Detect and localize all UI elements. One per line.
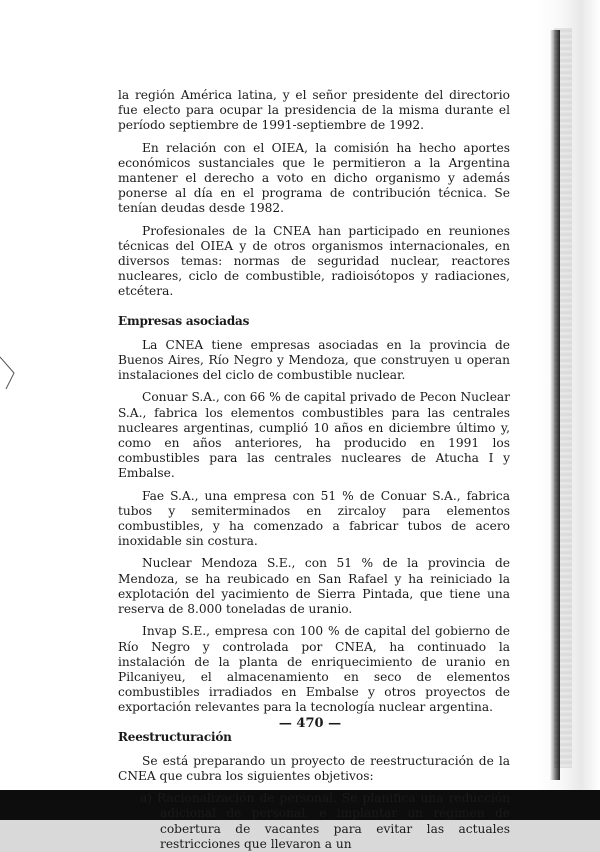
paragraph: La CNEA tiene empresas asociadas en la provincia de Buenos Aires, Río Negro y Mendoza, que construyen u operan instalaciones del ciclo de combustible nuclear. [118, 337, 510, 383]
paragraph: Profesionales de la CNEA han participado en reuniones técnicas del OIEA y de otros organismos internacionales, en diversos temas: normas de seguridad nuclear, reactores nucleares, ciclo de combustible, radioisótopos y radiaciones, etcétera. [118, 223, 510, 299]
section-heading-reestructuracion: Reestructuración [118, 729, 232, 744]
section-heading-empresas: Empresas asociadas [118, 313, 250, 328]
paragraph: Se está preparando un proyecto de reestructuración de la CNEA que cubra los siguientes objetivos: [118, 753, 510, 783]
paragraph: Fae S.A., una empresa con 51 % de Conuar S.A., fabrica tubos y semiterminados en zircaloy para elementos combustibles, y ha comenzado a fabricar tubos de acero inoxidable sin costura. [118, 488, 510, 549]
list-item: a) Racionalización de personal. Se planifica una reducción adicional de personal, e implantar un régimen de cobertura de vacantes para evitar las actuales restricciones que llevaron a un [140, 791, 510, 851]
document-body [118, 88, 510, 852]
binding-shadow [550, 30, 560, 780]
paragraph: la región América latina, y el señor presidente del directorio fue electo para ocupar la presidencia de la misma durante el período septiembre de 1991-septiembre de 1992. [118, 88, 510, 133]
paragraph: Invap S.E., empresa con 100 % de capital del gobierno de Río Negro y controlada por CNEA, ha continuado la instalación de la planta de enriquecimiento de uranio en Pilcaniyeu, el almacenamiento en seco de elementos combustibles irradiados en Embalse y otros proyectos de exportación relevantes para la tecnología nuclear argentina. [118, 624, 510, 715]
paragraph: Conuar S.A., con 66 % de capital privado de Pecon Nuclear S.A., fabrica los elementos combustibles para las centrales nucleares argentinas, cumplió 10 años en diciembre último y, como en años anteriores, ha producido en 1991 los combustibles para las centrales nucleares de Atucha I y Embalse. [118, 390, 510, 481]
paragraph: Nuclear Mendoza S.E., con 51 % de la provincia de Mendoza, se ha reubicado en San Rafael y ha reiniciado la explotación del yacimiento de Sierra Pintada, que tiene una reserva de 8.000 toneladas de uranio. [118, 556, 510, 617]
scan-artifact-mark [0, 355, 20, 395]
page-number: — 470 — [278, 716, 342, 731]
paragraph: En relación con el OIEA, la comisión ha hecho aportes económicos sustanciales que le permitieron a la Argentina mantener el derecho a voto en dicho organismo y además ponerse al día en el programa de contribución técnica. Se tenían deudas desde 1982. [118, 140, 510, 216]
